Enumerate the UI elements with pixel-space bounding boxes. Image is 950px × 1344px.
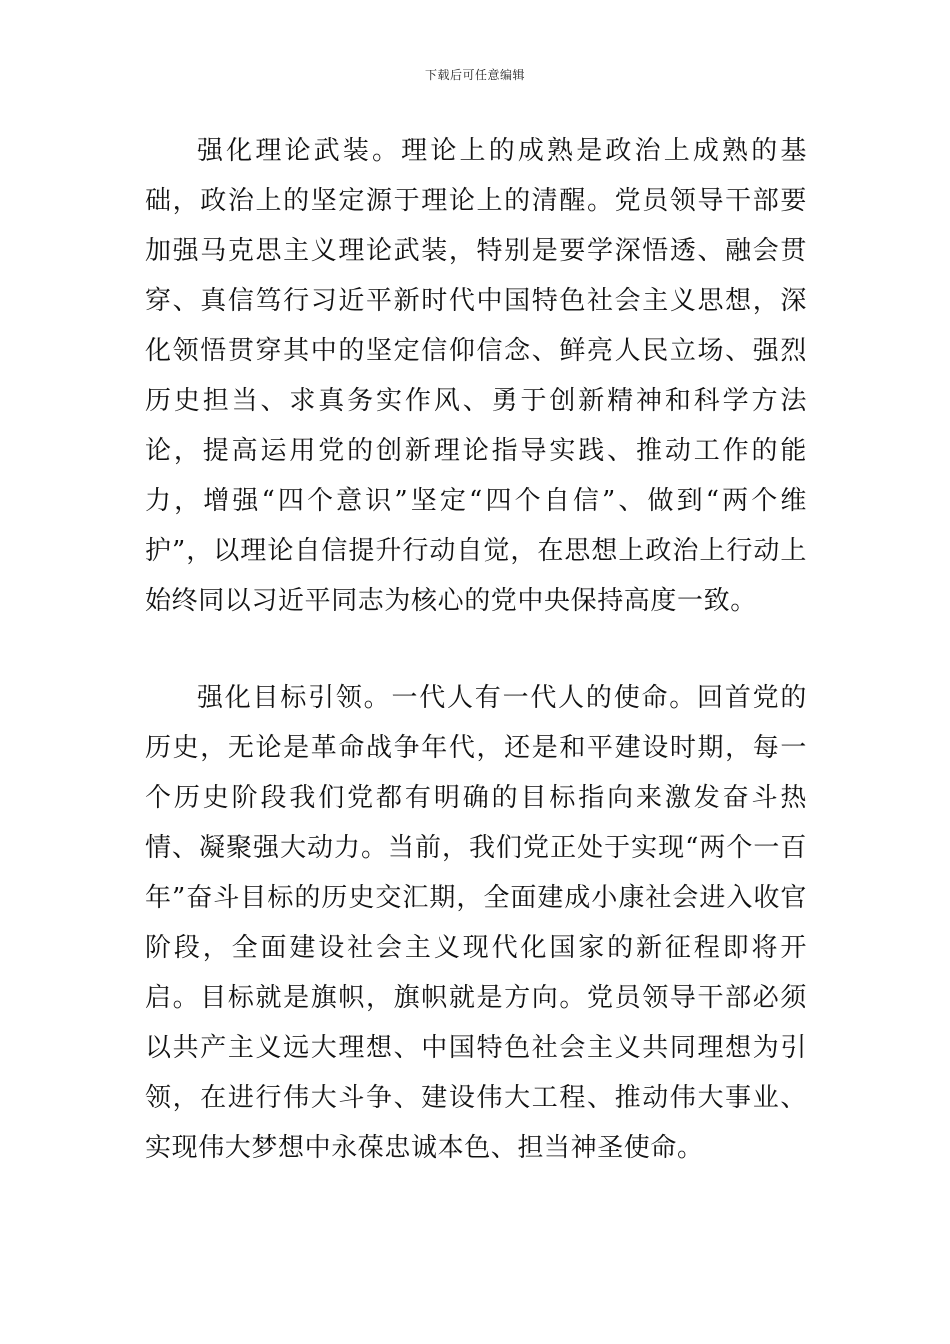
header-note: 下载后可任意编辑 <box>424 68 525 82</box>
paragraph-goal-guidance: 强化目标引领。一代人有一代人的使命。回首党的历史，无论是革命战争年代，还是和平建设时期，每一个历史阶段我们党都有明确的目标指向来激发奋斗热情、凝聚强大动力。当前，我们党正处于实现“两个一百年”奋斗目标的历史交汇期，全面建成小康社会进入收官阶段，全面建设社会主义现代化国家的新征程即将开启。目标就是旗帜，旗帜就是方向。党员领导干部必须以共产主义远大理想、中国特色社会主义共同理想为引领，在进行伟大斗争、建设伟大工程、推动伟大事业、实现伟大梦想中永葆忠诚本色、担当神圣使命。 <box>145 683 807 1163</box>
paragraph-theory-armament: 强化理论武装。理论上的成熟是政治上成熟的基础，政治上的坚定源于理论上的清醒。党员领导干部要加强马克思主义理论武装，特别是要学深悟透、融会贯穿、真信笃行习近平新时代中国特色社会主义思想，深化领悟贯穿其中的坚定信仰信念、鲜亮人民立场、强烈历史担当、求真务实作风、勇于创新精神和科学方法论，提高运用党的创新理论指导实践、推动工作的能力，增强“四个意识”坚定“四个自信”、做到“两个维护”，以理论自信提升行动自觉，在思想上政治上行动上始终同以习近平同志为核心的党中央保持高度一致。 <box>145 136 807 616</box>
